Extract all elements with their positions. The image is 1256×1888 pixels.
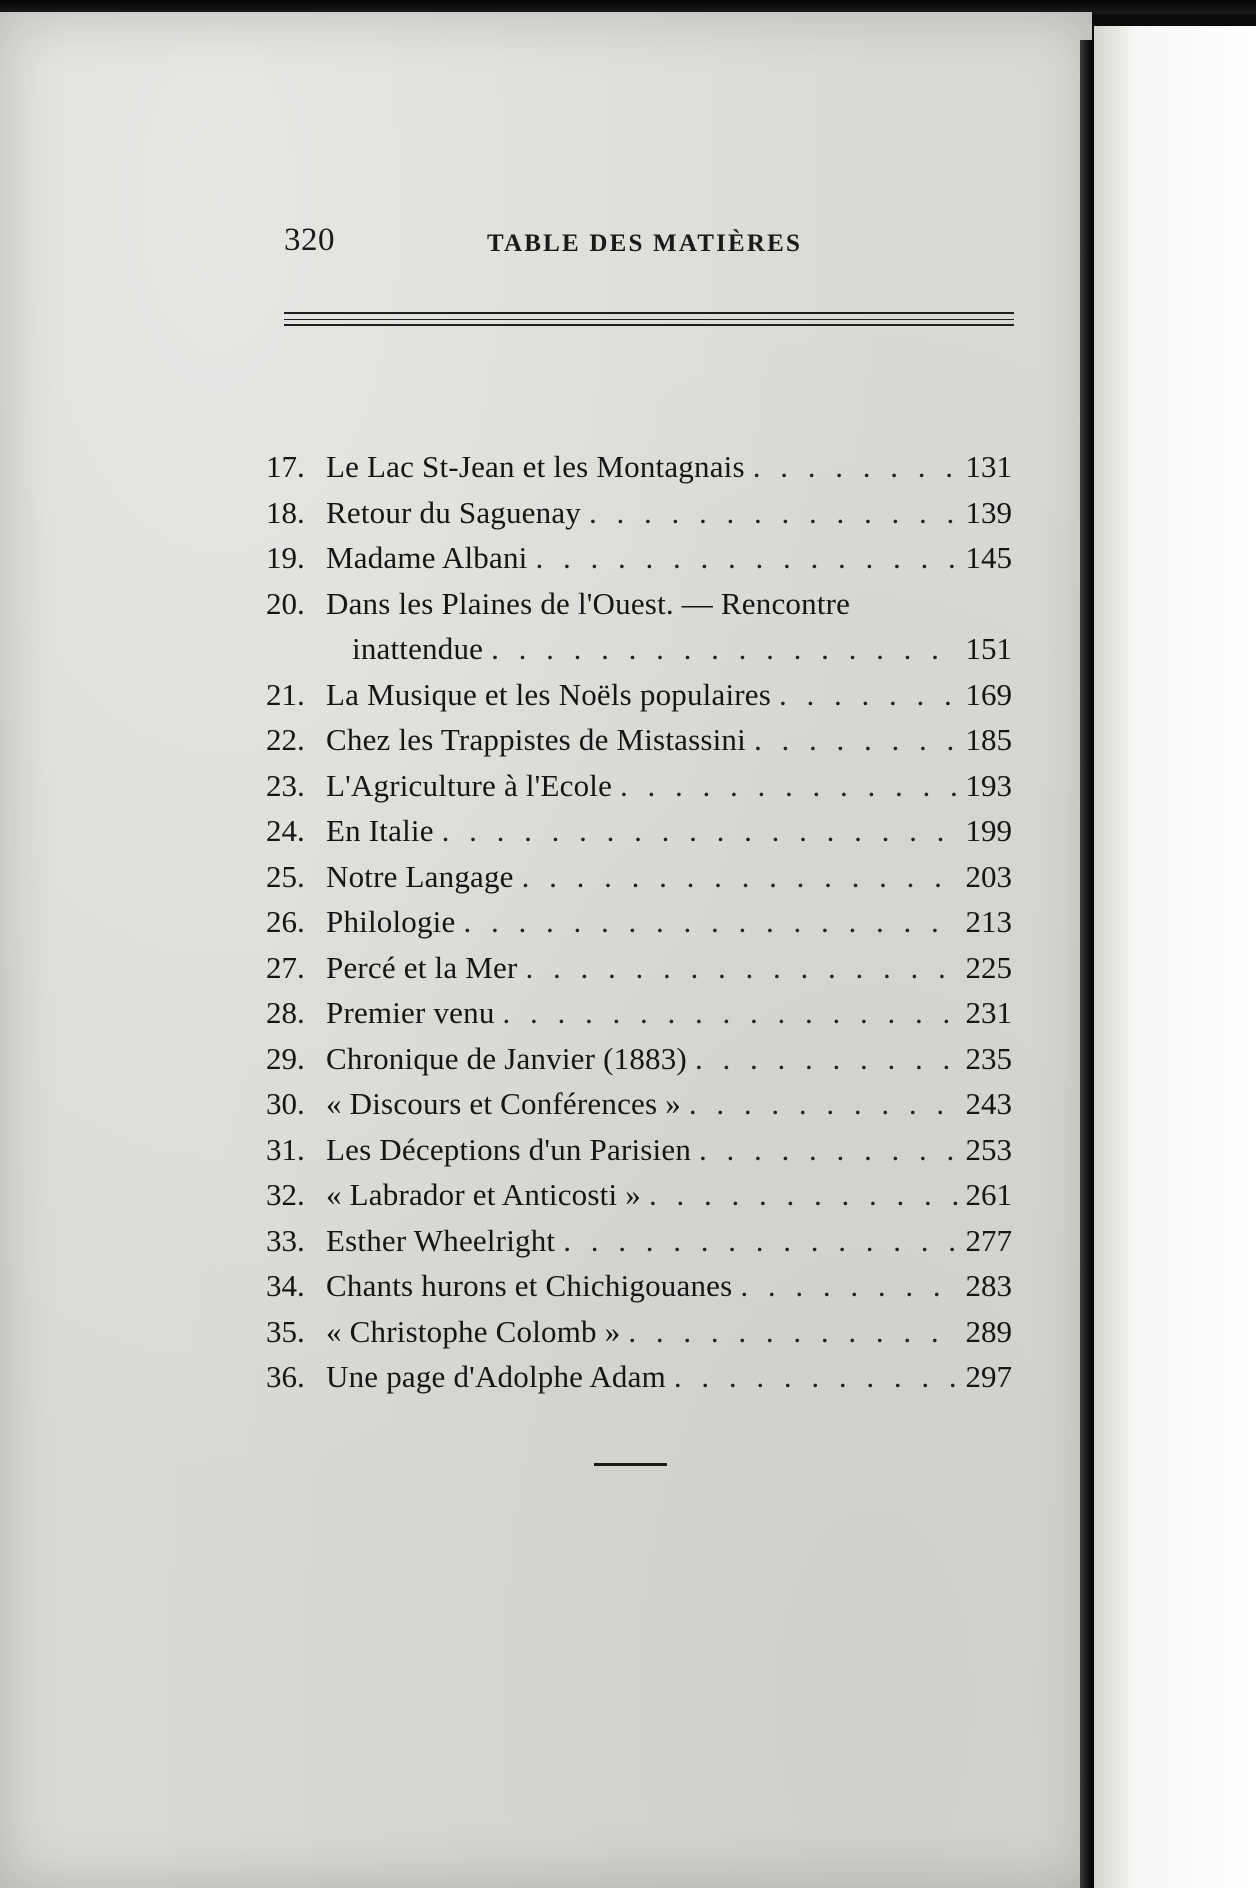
toc-entry-number: 19.	[266, 540, 305, 575]
toc-entry-page: 231	[965, 995, 1012, 1030]
toc-entry-page: 185	[965, 722, 1012, 757]
dot-leader	[641, 1172, 958, 1218]
toc-entry-title: La Musique et les Noëls populaires	[326, 676, 772, 712]
page-number: 320	[284, 222, 335, 258]
toc-entry-title: Philologie	[326, 904, 456, 939]
toc-entry	[266, 672, 1012, 718]
toc-entry-page: 145	[965, 540, 1012, 575]
toc-entry-page: 243	[965, 1086, 1012, 1121]
dot-leader	[455, 899, 958, 945]
dot-leader	[745, 444, 958, 490]
toc-entry-number: 24.	[266, 813, 305, 848]
toc-entry-title: Le Lac St-Jean et les Montagnais	[326, 449, 745, 484]
toc-entry-number: 18.	[266, 494, 305, 530]
dot-leader	[732, 1263, 958, 1309]
dot-leader	[691, 1127, 958, 1173]
toc-entry-title: « Christophe Colomb »	[326, 1313, 621, 1349]
toc-entry	[266, 808, 1012, 854]
toc-entry	[266, 1354, 1012, 1400]
toc-entry-number: 17.	[266, 449, 305, 484]
toc-entry-page: 289	[965, 1313, 1012, 1349]
toc-entry	[266, 899, 1012, 945]
dot-leader	[483, 626, 958, 672]
toc-entry-title: Chants hurons et Chichigouanes	[326, 1268, 733, 1303]
end-rule	[594, 1463, 667, 1466]
toc-entry-page: 203	[965, 858, 1012, 894]
toc-entry-row	[266, 1218, 1012, 1264]
toc-entry-row	[266, 945, 1012, 991]
toc-entry	[266, 1081, 1012, 1127]
toc-entry-row	[266, 581, 1012, 627]
toc-entry	[266, 945, 1012, 991]
toc-entry-row	[266, 854, 1012, 900]
toc-entry-title-continuation: inattendue	[352, 631, 484, 666]
toc-entry	[266, 1172, 1012, 1218]
toc-entry	[266, 1127, 1012, 1173]
page-header	[284, 222, 1014, 272]
toc-entry-page: 277	[965, 1222, 1012, 1258]
toc-entry	[266, 1309, 1012, 1355]
dot-leader	[517, 945, 958, 991]
table-of-contents	[266, 444, 1012, 1400]
toc-entry-number: 29.	[266, 1040, 305, 1076]
toc-entry-title: Retour du Saguenay	[326, 494, 581, 530]
dot-leader	[666, 1354, 958, 1400]
toc-entry-page: 225	[965, 949, 1012, 985]
toc-entry-row	[266, 763, 1012, 809]
adjacent-blank-page	[1094, 26, 1256, 1888]
toc-entry-page: 253	[965, 1131, 1012, 1167]
toc-entry-page: 235	[965, 1040, 1012, 1076]
toc-entry	[266, 444, 1012, 490]
toc-entry-title: Chronique de Janvier (1883)	[326, 1040, 687, 1076]
dot-leader	[687, 1036, 958, 1082]
toc-entry	[266, 763, 1012, 809]
toc-entry-page: 199	[965, 813, 1012, 848]
toc-entry-title: « Labrador et Anticosti »	[326, 1177, 641, 1212]
toc-entry-row	[266, 1036, 1012, 1082]
toc-entry	[266, 1036, 1012, 1082]
running-head: TABLE DES MATIÈRES	[487, 230, 803, 257]
toc-entry-number: 33.	[266, 1222, 305, 1258]
toc-entry-continuation-row	[266, 626, 1012, 672]
toc-entry-row	[266, 535, 1012, 581]
dot-leader	[434, 808, 958, 854]
toc-entry-row	[266, 1127, 1012, 1173]
dot-leader	[495, 990, 958, 1036]
toc-entry-row	[266, 1354, 1012, 1400]
toc-entry-title: Notre Langage	[326, 858, 514, 894]
toc-entry	[266, 854, 1012, 900]
toc-entry-number: 26.	[266, 904, 305, 939]
toc-entry	[266, 581, 1012, 672]
toc-entry-title: Premier venu	[326, 995, 495, 1030]
toc-entry-page: 283	[965, 1268, 1012, 1303]
toc-entry-title: Esther Wheelright	[326, 1222, 556, 1258]
toc-entry	[266, 1263, 1012, 1309]
toc-entry-row	[266, 1081, 1012, 1127]
toc-entry-page: 151	[965, 631, 1012, 666]
toc-entry-number: 21.	[266, 676, 305, 712]
toc-entry-number: 25.	[266, 858, 305, 894]
dot-leader	[771, 672, 958, 718]
toc-entry-title: Dans les Plaines de l'Ouest. — Rencontre	[326, 585, 851, 621]
dot-leader	[620, 1309, 958, 1355]
header-rule-middle	[284, 319, 1014, 320]
toc-entry-page: 261	[965, 1177, 1012, 1212]
toc-entry-title: En Italie	[326, 813, 434, 848]
toc-entry	[266, 990, 1012, 1036]
toc-entry-title: Une page d'Adolphe Adam	[326, 1359, 666, 1394]
toc-entry-page: 297	[965, 1359, 1012, 1394]
toc-entry-number: 20.	[266, 585, 305, 621]
toc-entry-row	[266, 672, 1012, 718]
toc-entry-page: 131	[965, 449, 1012, 484]
toc-entry-number: 30.	[266, 1086, 305, 1121]
page-edge-shadow	[1080, 40, 1094, 1888]
toc-entry-number: 28.	[266, 995, 305, 1030]
toc-entry-page: 193	[965, 767, 1012, 803]
toc-entry-title: Les Déceptions d'un Parisien	[326, 1131, 692, 1167]
toc-entry-page: 139	[965, 494, 1012, 530]
dot-leader	[581, 490, 958, 536]
dot-leader	[555, 1218, 958, 1264]
toc-entry-row	[266, 717, 1012, 763]
toc-entry-title: « Discours et Conférences »	[326, 1086, 681, 1121]
toc-entry-row	[266, 1172, 1012, 1218]
toc-entry	[266, 490, 1012, 536]
toc-entry-number: 36.	[266, 1359, 305, 1394]
toc-entry-number: 23.	[266, 767, 305, 803]
toc-entry-number: 35.	[266, 1313, 305, 1349]
dot-leader	[527, 535, 958, 581]
toc-entry-title: Madame Albani	[326, 540, 528, 575]
dot-leader	[514, 854, 958, 900]
toc-entry-title: Chez les Trappistes de Mistassini	[326, 722, 746, 757]
toc-entry-row	[266, 990, 1012, 1036]
dot-leader	[681, 1081, 958, 1127]
toc-entry-row	[266, 808, 1012, 854]
dot-leader	[612, 763, 958, 809]
toc-entry-row	[266, 899, 1012, 945]
toc-entry-title: Percé et la Mer	[326, 949, 518, 985]
dot-leader	[746, 717, 958, 763]
toc-entry	[266, 535, 1012, 581]
toc-entry	[266, 717, 1012, 763]
toc-entry-number: 22.	[266, 722, 305, 757]
toc-entry-page: 213	[965, 904, 1012, 939]
toc-entry-row	[266, 1309, 1012, 1355]
toc-entry-row	[266, 490, 1012, 536]
toc-entry-page: 169	[965, 676, 1012, 712]
toc-entry-number: 31.	[266, 1131, 305, 1167]
toc-entry-row	[266, 444, 1012, 490]
toc-entry-number: 34.	[266, 1268, 305, 1303]
toc-entry-number: 32.	[266, 1177, 305, 1212]
toc-entry-row	[266, 1263, 1012, 1309]
header-rule-bottom	[284, 324, 1014, 326]
toc-entry-number: 27.	[266, 949, 305, 985]
toc-entry-title: L'Agriculture à l'Ecole	[326, 767, 613, 803]
toc-entry	[266, 1218, 1012, 1264]
header-rule-top	[284, 312, 1014, 314]
